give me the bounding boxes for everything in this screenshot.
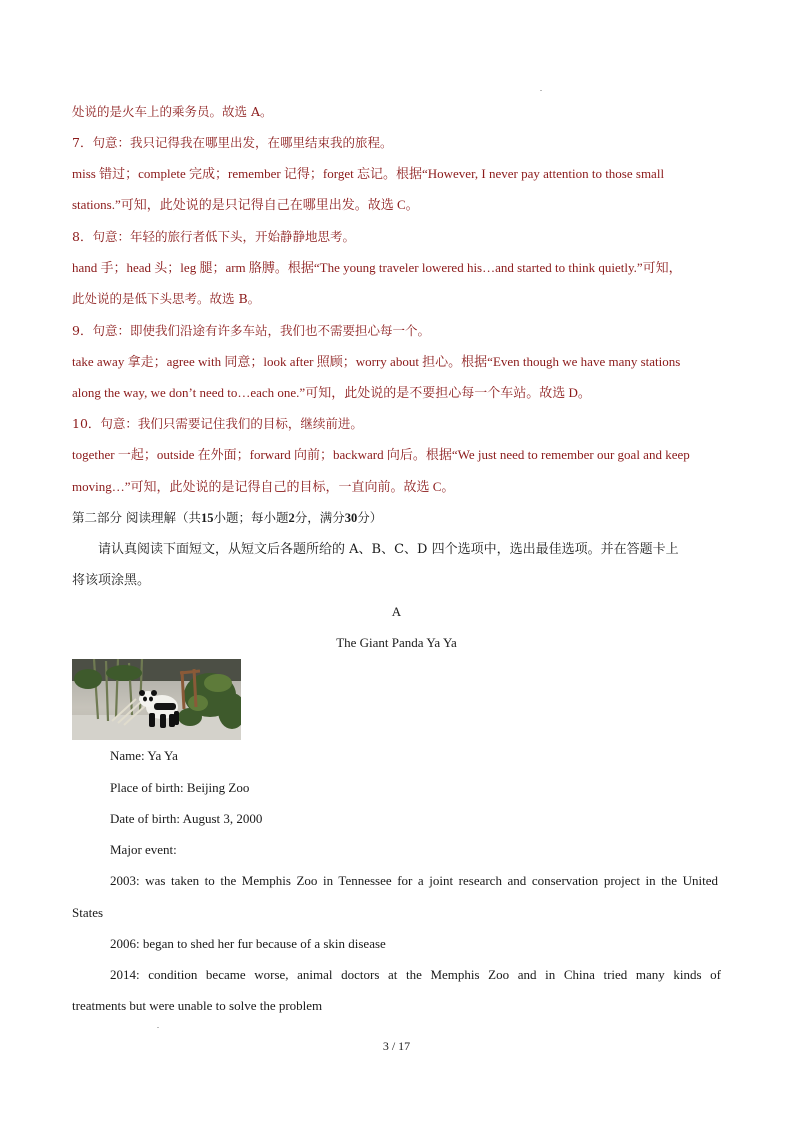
field-major-event: Major event: (110, 842, 177, 857)
field-place-of-birth: Place of birth: Beijing Zoo (110, 780, 250, 795)
field-date-of-birth: Date of birth: August 3, 2000 (110, 811, 263, 826)
scan-speck (157, 1027, 159, 1028)
q9-explanation-cont: along the way, we don’t need to…each one.”可知，此处说的是不要担心每一个车站。故选 D。 (72, 385, 591, 400)
q7-explanation: miss 错过；complete 完成；remember 记得；forget 忘记。根据“However, I never pay attention to those small (72, 166, 665, 181)
scan-speck (540, 90, 542, 91)
event-2006: 2006: began to shed her fur because of a skin disease (110, 936, 386, 951)
page-number: 3 / 17 (382, 1039, 411, 1053)
q9-title: 9．句意：即使我们沿途有许多车站，我们也不需要担心每一个。 (72, 323, 430, 338)
event-2003: 2003: was taken to the Memphis Zoo in Tennessee for a joint research and conservation project in the United (110, 873, 718, 888)
section-label: A (391, 604, 402, 619)
q7-title: 7．句意：我只记得我在哪里出发，在哪里结束我的旅程。 (72, 135, 393, 150)
q9-explanation: take away 拿走；agree with 同意；look after 照顾；worry about 担心。根据“Even though we have many stations (72, 354, 681, 369)
instructions: 请认真阅读下面短文，从短文后各题所给的 A、B、C、D 四个选项中，选出最佳选项。并在答题卡上 (98, 542, 679, 557)
field-name: Name: Ya Ya (110, 748, 178, 763)
instructions-cont: 将该项涂黑。 (72, 573, 151, 588)
event-2014-cont: treatments but were unable to solve the problem (72, 998, 323, 1013)
event-2014: 2014: condition became worse, animal doctors at the Memphis Zoo and in China tried many kinds of (110, 967, 721, 982)
part2-heading: 第二部分 阅读理解（共15小题；每小题2分，满分30分） (72, 510, 383, 525)
panda-photo (72, 659, 241, 740)
q10-explanation-cont: moving…”可知，此处说的是记得自己的目标，一直向前。故选 C。 (72, 479, 455, 494)
q8-explanation: hand 手；head 头；leg 腿；arm 胳膊。根据“The young traveler lowered his…and started to think quietly.”可知， (72, 260, 682, 275)
q10-explanation: together 一起；outside 在外面；forward 向前；backward 向后。根据“We just need to remember our goal and keep (72, 447, 690, 462)
event-2003-cont: States (72, 905, 104, 920)
article-title: The Giant Panda Ya Ya (336, 635, 457, 650)
q10-title: 10．句意：我们只需要记住我们的目标，继续前进。 (72, 416, 363, 431)
answer-line: 处说的是火车上的乘务员。故选 A。 (72, 104, 273, 119)
q8-explanation-cont: 此处说的是低下头思考。故选 B。 (72, 291, 261, 306)
q8-title: 8．句意：年轻的旅行者低下头，开始静静地思考。 (72, 229, 355, 244)
q7-explanation-cont: stations.”可知，此处说的是只记得自己在哪里出发。故选 C。 (72, 197, 419, 212)
